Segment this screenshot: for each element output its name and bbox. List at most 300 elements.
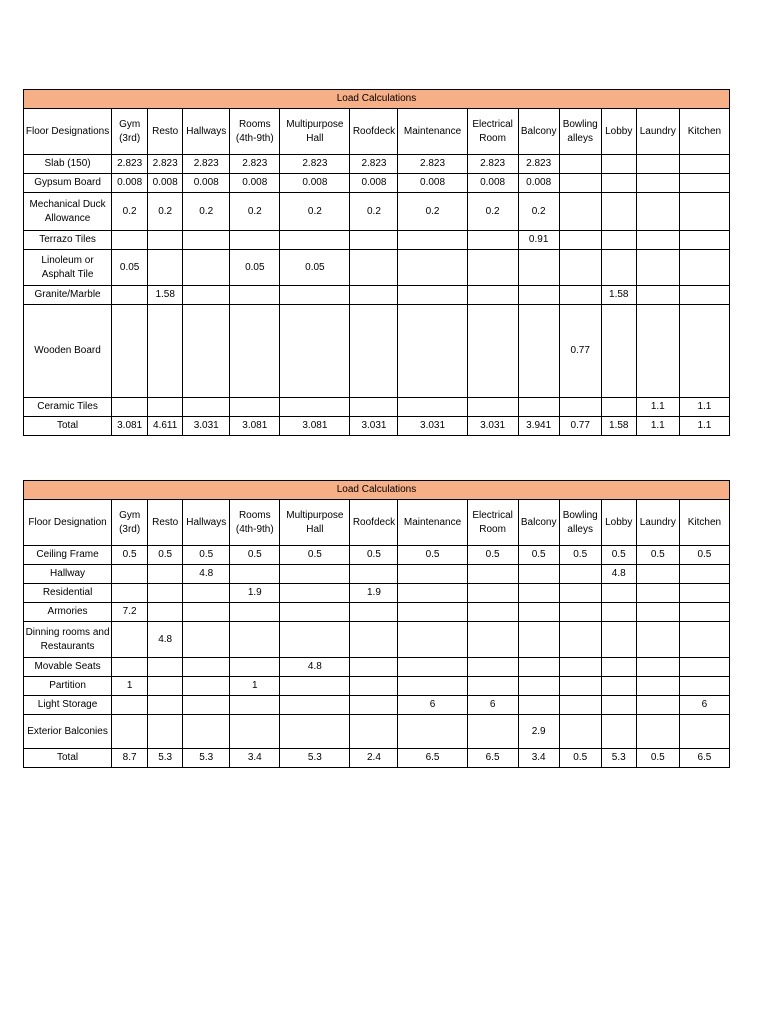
- value-cell: [183, 231, 230, 250]
- value-cell: [467, 305, 518, 398]
- table-title: Load Calculations: [24, 90, 730, 109]
- row-label: Terrazo Tiles: [24, 231, 112, 250]
- value-cell: [518, 565, 559, 584]
- value-cell: [559, 622, 601, 658]
- row-label: Ceramic Tiles: [24, 398, 112, 417]
- value-cell: 0.5: [636, 546, 679, 565]
- value-cell: [350, 305, 398, 398]
- column-header: Balcony: [518, 500, 559, 546]
- value-cell: [601, 677, 636, 696]
- value-cell: [350, 603, 398, 622]
- row-label: Ceiling Frame: [24, 546, 112, 565]
- value-cell: [350, 696, 398, 715]
- value-cell: 0.008: [518, 174, 559, 193]
- row-label: Dinning rooms and Restaurants: [24, 622, 112, 658]
- value-cell: [636, 622, 679, 658]
- value-cell: 0.77: [559, 417, 601, 436]
- value-cell: [148, 603, 183, 622]
- table-row-movable-seats: [24, 658, 730, 677]
- value-cell: 6: [467, 696, 518, 715]
- value-cell: 7.2: [112, 603, 148, 622]
- value-cell: [183, 584, 230, 603]
- value-cell: [280, 603, 350, 622]
- value-cell: 0.5: [518, 546, 559, 565]
- value-cell: 0.5: [559, 749, 601, 768]
- value-cell: 2.823: [148, 155, 183, 174]
- load-table-finishes: [23, 89, 730, 436]
- value-cell: [559, 584, 601, 603]
- table-row-ceiling-frame: [24, 546, 730, 565]
- value-cell: [636, 584, 679, 603]
- value-cell: 2.823: [350, 155, 398, 174]
- row-label: Light Storage: [24, 696, 112, 715]
- value-cell: [183, 677, 230, 696]
- table-row-armories: [24, 603, 730, 622]
- column-header: Bowling alleys: [559, 109, 601, 155]
- value-cell: [601, 603, 636, 622]
- value-cell: [601, 305, 636, 398]
- value-cell: [559, 603, 601, 622]
- value-cell: 5.3: [148, 749, 183, 768]
- value-cell: 3.081: [112, 417, 148, 436]
- column-header: Balcony: [518, 109, 559, 155]
- value-cell: [148, 565, 183, 584]
- value-cell: 1.1: [679, 398, 729, 417]
- value-cell: [350, 231, 398, 250]
- value-cell: [230, 231, 280, 250]
- value-cell: 1.9: [350, 584, 398, 603]
- value-cell: [636, 174, 679, 193]
- value-cell: [679, 250, 729, 286]
- value-cell: [636, 658, 679, 677]
- value-cell: 8.7: [112, 749, 148, 768]
- value-cell: [601, 155, 636, 174]
- value-cell: [398, 584, 467, 603]
- value-cell: [679, 174, 729, 193]
- row-label: Exterior Balconies: [24, 715, 112, 749]
- value-cell: [636, 231, 679, 250]
- value-cell: 0.008: [148, 174, 183, 193]
- value-cell: [679, 658, 729, 677]
- value-cell: [636, 305, 679, 398]
- table-row-total: [24, 417, 730, 436]
- value-cell: [148, 250, 183, 286]
- value-cell: [559, 193, 601, 231]
- value-cell: 2.823: [467, 155, 518, 174]
- table-row-linoleum-or-asphalt-tile: [24, 250, 730, 286]
- value-cell: [280, 715, 350, 749]
- value-cell: 0.05: [112, 250, 148, 286]
- column-header: Multipurpose Hall: [280, 109, 350, 155]
- value-cell: 0.2: [230, 193, 280, 231]
- column-header: Kitchen: [679, 500, 729, 546]
- value-cell: 0.2: [112, 193, 148, 231]
- value-cell: [467, 622, 518, 658]
- value-cell: [559, 715, 601, 749]
- value-cell: [467, 603, 518, 622]
- table-row-terrazo-tiles: [24, 231, 730, 250]
- value-cell: [467, 250, 518, 286]
- value-cell: 3.031: [467, 417, 518, 436]
- table-row-total: [24, 749, 730, 768]
- value-cell: [518, 696, 559, 715]
- value-cell: 4.611: [148, 417, 183, 436]
- table-row-granite-marble: [24, 286, 730, 305]
- value-cell: 2.823: [518, 155, 559, 174]
- value-cell: [398, 398, 467, 417]
- value-cell: [636, 250, 679, 286]
- load-table-live: [23, 480, 730, 768]
- value-cell: [183, 305, 230, 398]
- value-cell: [601, 658, 636, 677]
- value-cell: 6: [679, 696, 729, 715]
- value-cell: [112, 584, 148, 603]
- value-cell: [559, 398, 601, 417]
- value-cell: [280, 584, 350, 603]
- value-cell: [148, 696, 183, 715]
- value-cell: [467, 565, 518, 584]
- value-cell: [636, 193, 679, 231]
- row-label: Mechanical Duck Allowance: [24, 193, 112, 231]
- value-cell: 0.5: [183, 546, 230, 565]
- column-header: Lobby: [601, 109, 636, 155]
- value-cell: [350, 250, 398, 286]
- column-header: Maintenance: [398, 109, 467, 155]
- value-cell: [280, 286, 350, 305]
- value-cell: [601, 622, 636, 658]
- value-cell: [398, 658, 467, 677]
- value-cell: [112, 658, 148, 677]
- value-cell: 1.1: [636, 417, 679, 436]
- column-header: Kitchen: [679, 109, 729, 155]
- column-header: Roofdeck: [350, 500, 398, 546]
- value-cell: [350, 622, 398, 658]
- value-cell: 3.031: [350, 417, 398, 436]
- table-row-partition: [24, 677, 730, 696]
- value-cell: [398, 305, 467, 398]
- value-cell: 3.081: [230, 417, 280, 436]
- value-cell: [679, 603, 729, 622]
- value-cell: 0.91: [518, 231, 559, 250]
- table-row-ceramic-tiles: [24, 398, 730, 417]
- column-header: Hallways: [183, 500, 230, 546]
- value-cell: 3.941: [518, 417, 559, 436]
- value-cell: [398, 250, 467, 286]
- value-cell: [112, 286, 148, 305]
- table-row-wooden-board: [24, 305, 730, 398]
- value-cell: 1.1: [636, 398, 679, 417]
- value-cell: 4.8: [183, 565, 230, 584]
- value-cell: [559, 677, 601, 696]
- table-row-light-storage: [24, 696, 730, 715]
- row-label: Armories: [24, 603, 112, 622]
- value-cell: 4.8: [148, 622, 183, 658]
- value-cell: [148, 658, 183, 677]
- value-cell: 2.823: [398, 155, 467, 174]
- value-cell: [398, 286, 467, 305]
- value-cell: 0.008: [398, 174, 467, 193]
- value-cell: 5.3: [183, 749, 230, 768]
- value-cell: 2.823: [280, 155, 350, 174]
- value-cell: 0.2: [398, 193, 467, 231]
- value-cell: [679, 155, 729, 174]
- value-cell: 1: [230, 677, 280, 696]
- value-cell: 0.5: [112, 546, 148, 565]
- column-header: Maintenance: [398, 500, 467, 546]
- column-header: Resto: [148, 109, 183, 155]
- table-row-gypsum-board: [24, 174, 730, 193]
- value-cell: [183, 622, 230, 658]
- value-cell: 0.5: [601, 546, 636, 565]
- value-cell: [601, 250, 636, 286]
- column-header: Laundry: [636, 500, 679, 546]
- value-cell: [601, 193, 636, 231]
- value-cell: [518, 398, 559, 417]
- value-cell: [280, 398, 350, 417]
- header-row: [24, 500, 730, 546]
- value-cell: [148, 677, 183, 696]
- value-cell: 1.58: [601, 286, 636, 305]
- value-cell: [112, 231, 148, 250]
- value-cell: 0.2: [148, 193, 183, 231]
- value-cell: [467, 677, 518, 696]
- column-header: Lobby: [601, 500, 636, 546]
- value-cell: 6: [398, 696, 467, 715]
- column-header: Rooms (4th-9th): [230, 109, 280, 155]
- value-cell: [350, 715, 398, 749]
- value-cell: 5.3: [601, 749, 636, 768]
- value-cell: [559, 155, 601, 174]
- value-cell: [467, 584, 518, 603]
- value-cell: [679, 305, 729, 398]
- column-header: Electrical Room: [467, 109, 518, 155]
- value-cell: [280, 622, 350, 658]
- value-cell: [230, 305, 280, 398]
- value-cell: [679, 622, 729, 658]
- value-cell: [467, 715, 518, 749]
- value-cell: 0.5: [148, 546, 183, 565]
- value-cell: [398, 231, 467, 250]
- value-cell: [601, 696, 636, 715]
- table-title: Load Calculations: [24, 481, 730, 500]
- value-cell: 5.3: [280, 749, 350, 768]
- value-cell: [518, 622, 559, 658]
- value-cell: 0.5: [230, 546, 280, 565]
- value-cell: [679, 715, 729, 749]
- value-cell: [112, 305, 148, 398]
- value-cell: 3.031: [183, 417, 230, 436]
- row-label: Slab (150): [24, 155, 112, 174]
- value-cell: 0.2: [183, 193, 230, 231]
- value-cell: 1: [112, 677, 148, 696]
- value-cell: 3.4: [518, 749, 559, 768]
- value-cell: [350, 565, 398, 584]
- value-cell: [183, 696, 230, 715]
- column-header: Multipurpose Hall: [280, 500, 350, 546]
- value-cell: 0.5: [679, 546, 729, 565]
- value-cell: [518, 677, 559, 696]
- value-cell: 3.4: [230, 749, 280, 768]
- column-header: Roofdeck: [350, 109, 398, 155]
- value-cell: [148, 305, 183, 398]
- table-row-exterior-balconies: [24, 715, 730, 749]
- value-cell: [559, 231, 601, 250]
- value-cell: [112, 622, 148, 658]
- value-cell: [518, 603, 559, 622]
- value-cell: [112, 565, 148, 584]
- value-cell: [559, 286, 601, 305]
- value-cell: 0.5: [280, 546, 350, 565]
- value-cell: [601, 584, 636, 603]
- value-cell: [280, 305, 350, 398]
- value-cell: [183, 715, 230, 749]
- value-cell: 0.008: [183, 174, 230, 193]
- value-cell: 6.5: [679, 749, 729, 768]
- row-label: Total: [24, 417, 112, 436]
- row-label: Hallway: [24, 565, 112, 584]
- value-cell: [559, 174, 601, 193]
- value-cell: 0.2: [518, 193, 559, 231]
- value-cell: [280, 696, 350, 715]
- value-cell: 0.5: [398, 546, 467, 565]
- value-cell: [230, 286, 280, 305]
- value-cell: 2.823: [230, 155, 280, 174]
- value-cell: 0.05: [230, 250, 280, 286]
- value-cell: 0.5: [467, 546, 518, 565]
- value-cell: [679, 565, 729, 584]
- value-cell: [183, 658, 230, 677]
- value-cell: 6.5: [398, 749, 467, 768]
- value-cell: [280, 231, 350, 250]
- value-cell: [601, 174, 636, 193]
- value-cell: 0.008: [112, 174, 148, 193]
- value-cell: 0.5: [636, 749, 679, 768]
- value-cell: 2.823: [112, 155, 148, 174]
- value-cell: [148, 231, 183, 250]
- header-label: Floor Designations: [24, 109, 112, 155]
- value-cell: [112, 398, 148, 417]
- column-header: Gym (3rd): [112, 500, 148, 546]
- value-cell: [518, 250, 559, 286]
- value-cell: [230, 603, 280, 622]
- value-cell: [148, 584, 183, 603]
- value-cell: [398, 622, 467, 658]
- value-cell: [350, 658, 398, 677]
- value-cell: [398, 603, 467, 622]
- value-cell: 0.008: [280, 174, 350, 193]
- value-cell: 0.5: [559, 546, 601, 565]
- value-cell: 0.5: [350, 546, 398, 565]
- value-cell: [183, 603, 230, 622]
- value-cell: [112, 715, 148, 749]
- row-label: Granite/Marble: [24, 286, 112, 305]
- value-cell: [679, 286, 729, 305]
- value-cell: [183, 250, 230, 286]
- column-header: Gym (3rd): [112, 109, 148, 155]
- table-row-residential: [24, 584, 730, 603]
- value-cell: [467, 398, 518, 417]
- value-cell: [467, 286, 518, 305]
- value-cell: [230, 715, 280, 749]
- value-cell: [230, 398, 280, 417]
- value-cell: [601, 398, 636, 417]
- value-cell: 1.9: [230, 584, 280, 603]
- value-cell: [350, 286, 398, 305]
- header-label: Floor Designation: [24, 500, 112, 546]
- row-label: Residential: [24, 584, 112, 603]
- value-cell: [679, 193, 729, 231]
- value-cell: 0.008: [467, 174, 518, 193]
- value-cell: [559, 565, 601, 584]
- value-cell: [112, 696, 148, 715]
- table-row-hallway: [24, 565, 730, 584]
- value-cell: [467, 231, 518, 250]
- row-label: Linoleum or Asphalt Tile: [24, 250, 112, 286]
- value-cell: [636, 715, 679, 749]
- value-cell: [148, 398, 183, 417]
- row-label: Gypsum Board: [24, 174, 112, 193]
- value-cell: 6.5: [467, 749, 518, 768]
- value-cell: [636, 155, 679, 174]
- value-cell: [518, 305, 559, 398]
- value-cell: [398, 565, 467, 584]
- value-cell: [559, 658, 601, 677]
- value-cell: 0.2: [467, 193, 518, 231]
- value-cell: [350, 398, 398, 417]
- table-row-dinning-rooms-and-restaurants: [24, 622, 730, 658]
- value-cell: [679, 677, 729, 696]
- row-label: Movable Seats: [24, 658, 112, 677]
- value-cell: [398, 715, 467, 749]
- value-cell: [559, 250, 601, 286]
- value-cell: 2.4: [350, 749, 398, 768]
- value-cell: 1.1: [679, 417, 729, 436]
- row-label: Wooden Board: [24, 305, 112, 398]
- value-cell: [601, 715, 636, 749]
- value-cell: 0.008: [230, 174, 280, 193]
- value-cell: 0.77: [559, 305, 601, 398]
- row-label: Total: [24, 749, 112, 768]
- value-cell: 1.58: [148, 286, 183, 305]
- column-header: Laundry: [636, 109, 679, 155]
- value-cell: [230, 565, 280, 584]
- value-cell: [679, 231, 729, 250]
- table-row-mechanical-duck-allowance: [24, 193, 730, 231]
- value-cell: [230, 622, 280, 658]
- column-header: Bowling alleys: [559, 500, 601, 546]
- value-cell: 4.8: [280, 658, 350, 677]
- value-cell: 4.8: [601, 565, 636, 584]
- value-cell: [148, 715, 183, 749]
- value-cell: 0.2: [350, 193, 398, 231]
- value-cell: [636, 677, 679, 696]
- value-cell: [559, 696, 601, 715]
- value-cell: 0.008: [350, 174, 398, 193]
- value-cell: [679, 584, 729, 603]
- value-cell: [280, 677, 350, 696]
- value-cell: [518, 658, 559, 677]
- value-cell: [280, 565, 350, 584]
- column-header: Electrical Room: [467, 500, 518, 546]
- value-cell: [636, 286, 679, 305]
- value-cell: [518, 286, 559, 305]
- value-cell: 1.58: [601, 417, 636, 436]
- value-cell: [183, 398, 230, 417]
- value-cell: 2.9: [518, 715, 559, 749]
- value-cell: [518, 584, 559, 603]
- value-cell: [636, 603, 679, 622]
- value-cell: 3.031: [398, 417, 467, 436]
